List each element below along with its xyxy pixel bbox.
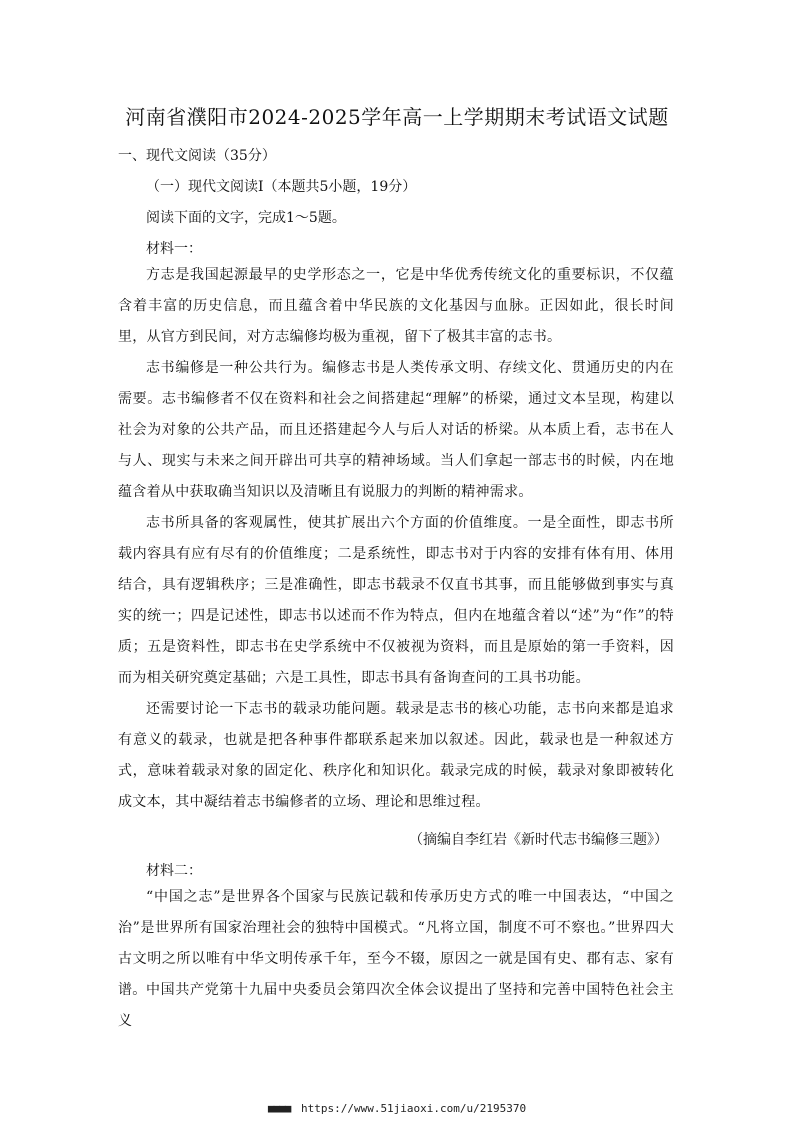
subsection-heading: （一）现代文阅读Ⅰ（本题共5小题，19分）: [146, 179, 417, 195]
material1-paragraph-1: 方志是我国起源最早的史学形态之一，它是中华优秀传统文化的重要标识，不仅蕴含着丰富的历史信息，而且蕴含着中华民族的文化基因与血脉。正因如此，很长时间里，从官方到民间，对方志编修均极为重视，留下了极其丰富的志书。: [118, 267, 674, 345]
material2-paragraph-1: “中国之志”是世界各个国家与民族记载和传承历史方式的唯一中国表达，“中国之治”是世界所有国家治理社会的独特中国模式。“凡将立国，制度不可不察也。”世界四大古文明之所以唯有中华文明传承千年，至今不辍，原因之一就是国有史、郡有志、家有谱。: [118, 889, 674, 998]
footer-mark: ■■■■: [267, 1102, 291, 1115]
material2-label: 材料二：: [146, 863, 202, 879]
instruction-text: 阅读下面的文字，完成1～5题。: [146, 210, 346, 226]
page-title: 河南省濮阳市2024-2025学年高一上学期期末考试语文试题: [125, 105, 669, 129]
source-citation: （摘编自李红岩《新时代志书编修三题》）: [409, 832, 668, 848]
section-heading: 一、现代文阅读（35分）: [118, 148, 276, 164]
footer-watermark: [0, 1102, 794, 1116]
footer-url[interactable]: https://www.51jiaoxi.com/u/2195370: [300, 1102, 527, 1115]
material2-paragraph-2: 中国共产党第十九届中央委员会第四次全体会议提出了坚持和完善中国特色社会主义: [118, 982, 674, 1029]
material1-paragraph-3: 志书所具备的客观属性，使其扩展出六个方面的价值维度。一是全面性，即志书所载内容具有应有尽有的价值维度；二是系统性，即志书对于内容的安排有体有用、体用结合，具有逻辑秩序；三是准确性，即志书载录不仅直书其事，而且能够做到事实与真实的统一；四是记述性，即志书以述而不作为特点，但内在地蕴含着以“述”为“作”的特质；五是资料性，即志书在史学系统中不仅被视为资料，而且是原始的第一手资料，因而为相关研究奠定基础；六是工具性，即志书具有备询查问的工具书功能。: [118, 515, 674, 686]
material1-paragraph-2: 志书编修是一种公共行为。编修志书是人类传承文明、存续文化、贯通历史的内在需要。志书编修者不仅在资料和社会之间搭建起“理解”的桥梁，通过文本呈现，构建以社会为对象的公共产品，而且还搭建起今人与后人对话的桥梁。从本质上看，志书在人与人、现实与未来之间开辟出可共享的精神场域。当人们拿起一部志书的时候，内在地蕴含着从中获取确当知识以及清晰且有说服力的判断的精神需求。: [118, 360, 674, 500]
material1-paragraph-4: 还需要讨论一下志书的载录功能问题。载录是志书的核心功能，志书向来都是追求有意义的载录，也就是把各种事件都联系起来加以叙述。因此，载录也是一种叙述方式，意味着载录对象的固定化、秩序化和知识化。载录完成的时候，载录对象即被转化成文本，其中凝结着志书编修者的立场、理论和思维过程。: [118, 701, 674, 810]
material1-label: 材料一：: [146, 241, 202, 257]
